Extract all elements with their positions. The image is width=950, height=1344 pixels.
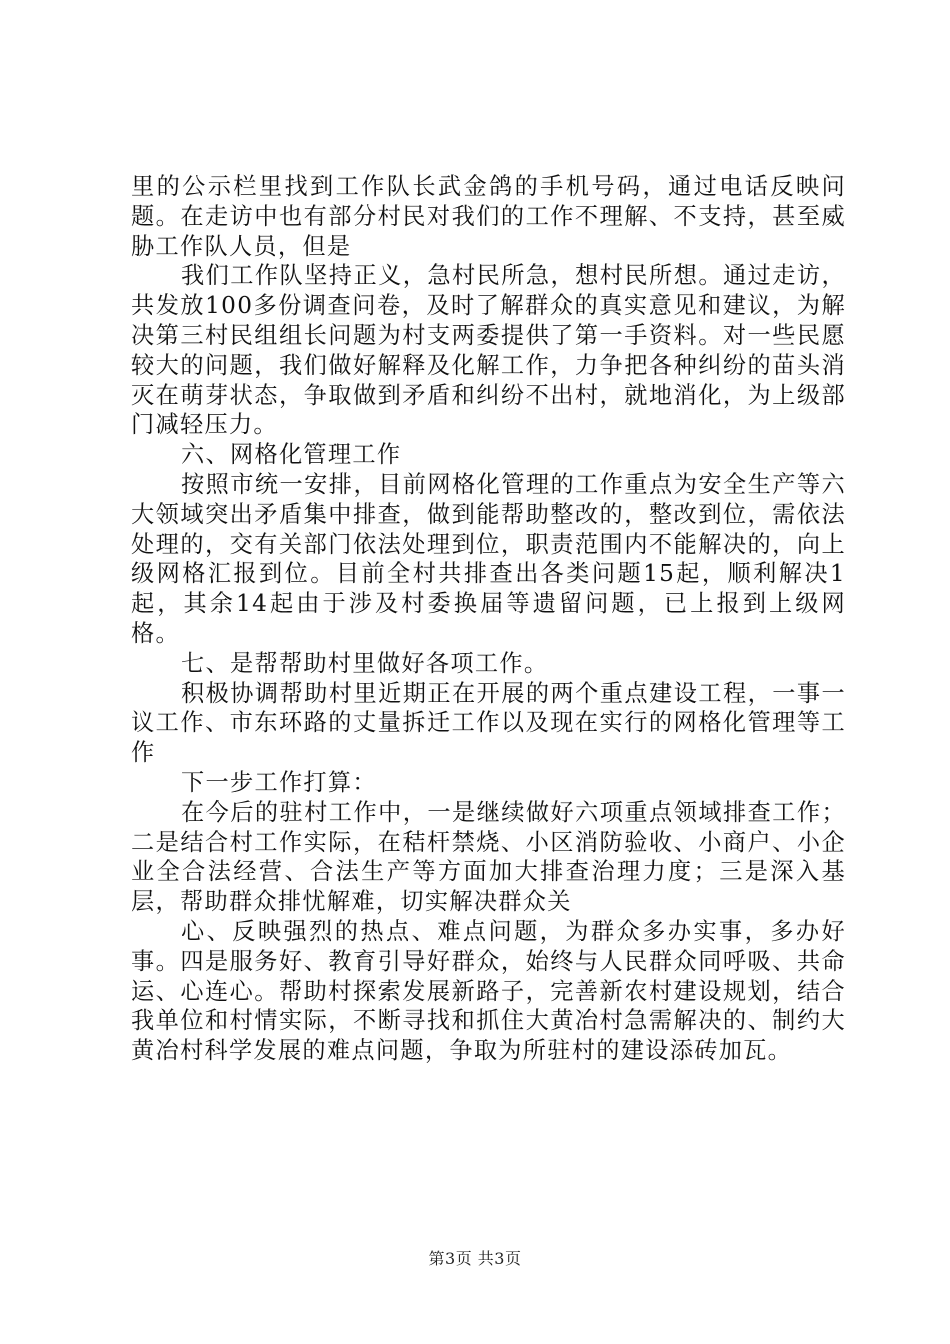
page-footer <box>0 1246 950 1269</box>
paragraph: 积极协调帮助村里近期正在开展的两个重点建设工程，一事一议工作、市东环路的丈量拆迁工作以及现在实行的网格化管理等工作 <box>131 679 846 767</box>
section-heading: 七、是帮帮助村里做好各项工作。 <box>181 649 549 677</box>
paragraph: 我们工作队坚持正义，急村民所急，想村民所想。通过走访，共发放100多份调查问卷，及时了解群众的真实意见和建议，为解决第三村民组组长问题为村支两委提供了第一手资料。对一些民愿较大的问题，我们做好解释及化解工作，力争把各种纠纷的苗头消灭在萌芽状态，争取做到矛盾和纠纷不出村，就地消化，为上级部门减轻压力。 <box>131 262 846 439</box>
section-heading: 下一步工作打算： <box>181 768 377 796</box>
paragraph: 里的公示栏里找到工作队长武金鸽的手机号码，通过电话反映问题。在走访中也有部分村民对我们的工作不理解、不支持，甚至威胁工作队人员，但是 <box>131 173 846 260</box>
paragraph: 按照市统一安排，目前网格化管理的工作重点为安全生产等六大领域突出矛盾集中排查，做到能帮助整改的，整改到位，需依法处理的，交有关部门依法处理到位，职责范围内不能解决的，向上级网格汇报到位。目前全村共排查出各类问题15起，顺利解决1起，其余14起由于涉及村委换届等遗留问题，已上报到上级网格。 <box>131 470 846 647</box>
document-body <box>131 172 846 1066</box>
paragraph: 心、反映强烈的热点、难点问题，为群众多办实事，多办好事。四是服务好、教育引导好群众，始终与人民群众同呼吸、共命运、心连心。帮助村探索发展新路子，完善新农村建设规划，结合我单位和村情实际，不断寻找和抓住大黄冶村急需解决的、制约大黄冶村科学发展的难点问题，争取为所驻村的建设添砖加瓦。 <box>131 917 846 1065</box>
paragraph: 在今后的驻村工作中，一是继续做好六项重点领域排查工作；二是结合村工作实际，在秸杆禁烧、小区消防验收、小商户、小企业全合法经营、合法生产等方面加大排查治理力度；三是深入基层，帮助群众排忧解难，切实解决群众关 <box>131 798 846 916</box>
section-heading: 六、网格化管理工作 <box>181 441 402 469</box>
page-number: 第3页 共3页 <box>428 1249 522 1268</box>
